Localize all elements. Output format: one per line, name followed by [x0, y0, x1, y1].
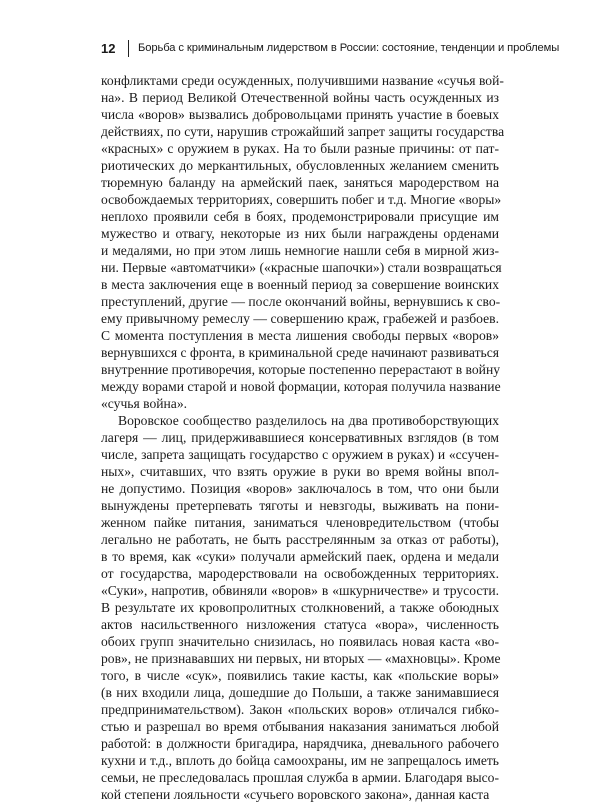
text-line: семьи, не преследовалась прошлая служба в армии. Благодаря высо-	[101, 770, 499, 785]
text-line: мужество и отвагу, некоторые из них были награждены орденами	[101, 226, 499, 241]
text-line: в места заключения еще в военный период за совершение воинских	[101, 277, 499, 292]
text-line: тюремную баланду на армейский паек, заняться мародерством на	[101, 175, 499, 190]
text-line: действиях, по сути, нарушив строжайший запрет защиты государства	[101, 124, 505, 139]
text-line: между ворами старой и новой формации, которая получила название	[101, 379, 501, 394]
text-line: лагеря — лиц, придерживавшиеся консервативных взглядов (в том	[101, 430, 499, 445]
page-number: 12	[101, 41, 116, 56]
running-header	[101, 38, 560, 64]
text-line: ему привычному ремеслу — совершению краж, грабежей и разбоев.	[101, 311, 499, 326]
text-line: от государства, мародерствовали на освобожденных территориях.	[101, 566, 499, 581]
text-line: того, в числе «сук», появились такие касты, как «польские воры»	[101, 668, 499, 683]
text-line: преступлений, другие — после окончаний войны, вернувшись к сво-	[101, 294, 501, 309]
text-line: числе, запрета защищать государство с оружием в руках) и «ссучен-	[101, 447, 499, 462]
text-line: и медалями, но при этом лишь немногие нашли себя в мирной жиз-	[101, 243, 499, 258]
text-line: В результате их кровопролитных столкновений, а также обоюдных	[101, 600, 499, 615]
text-line: С момента поступления в места лишения свободы первых «воров»	[101, 328, 499, 343]
text-line: женном пайке питания, заниматься членовредительством (чтобы	[101, 515, 499, 530]
text-line: предпринимательством). Закон «польских воров» отличался гибко-	[101, 702, 499, 717]
text-line: работой: в должности бригадира, нарядчика, дневального рабочего	[101, 736, 499, 751]
text-line: ных», считавших, что взять оружие в руки во время войны впол-	[101, 464, 499, 479]
text-line: внутренние противоречия, которые постепенно перерастают в войну	[101, 362, 501, 377]
text-line: (в них входили лица, дошедшие до Польши, а также занимавшиеся	[101, 685, 499, 700]
text-line: ни. Первые «автоматчики» («красные шапочки») стали возвращаться	[101, 260, 502, 275]
text-line: конфликтами среди осужденных, получившими название «сучья вой-	[101, 73, 504, 88]
text-line: стью и разрешал во время отбывания наказания заниматься любой	[101, 719, 499, 734]
running-title: Борьба с криминальным лидерством в России: состояние, тенденции и проблемы	[138, 42, 560, 54]
text-line: «сучья война».	[101, 396, 188, 411]
text-line: актов насильственного низложения статуса «вора», численность	[101, 617, 499, 632]
text-line: не допустимо. Позиция «воров» заключалось в том, что они были	[101, 481, 499, 496]
text-line: кой степени лояльности «сучьего воровского закона», данная каста	[101, 787, 490, 802]
header-divider	[128, 40, 129, 57]
text-line: «красных» с оружием в руках. На то были разные причины: от пат-	[101, 141, 499, 156]
text-line: освобождаемых территориях, совершить побег и т.д. Многие «воры»	[101, 192, 502, 207]
text-line: легально не работать, не быть расстрелянным за отказ от работы),	[101, 532, 499, 547]
text-line: «Суки», напротив, обвиняли «воров» в «шкурничестве» и трусости.	[101, 583, 499, 598]
text-line: вынуждены претерпевать тяготы и невзгоды, выживать на пони-	[101, 498, 499, 513]
text-line: на». В период Великой Отечественной войны часть осужденных из	[101, 90, 499, 105]
paragraph	[101, 412, 499, 803]
paragraph	[101, 72, 505, 412]
text-line: кухни и т.д., вплоть до бойца самоохраны, им не запрещалось иметь	[101, 753, 499, 768]
text-line: вернувшихся с фронта, в криминальной среде начинают развиваться	[101, 345, 499, 360]
text-line: в то время, как «суки» получали армейский паек, ордена и медали	[101, 549, 499, 564]
text-line: числа «воров» вызвались добровольцами принять участие в боевых	[101, 107, 499, 122]
text-line: обоих групп значительно снизилась, но появилась новая каста «во-	[101, 634, 499, 649]
text-line: Воровское сообщество разделилось на два противоборствующих	[118, 413, 499, 428]
body-text	[101, 72, 505, 803]
text-line: неплохо проявили себя в боях, продемонстрировали присущие им	[101, 209, 499, 224]
text-line: ров», не признававших ни первых, ни вторых — «махновцы». Кроме	[101, 651, 501, 666]
text-line: риотических до меркантильных, обусловленных желанием сменить	[101, 158, 499, 173]
